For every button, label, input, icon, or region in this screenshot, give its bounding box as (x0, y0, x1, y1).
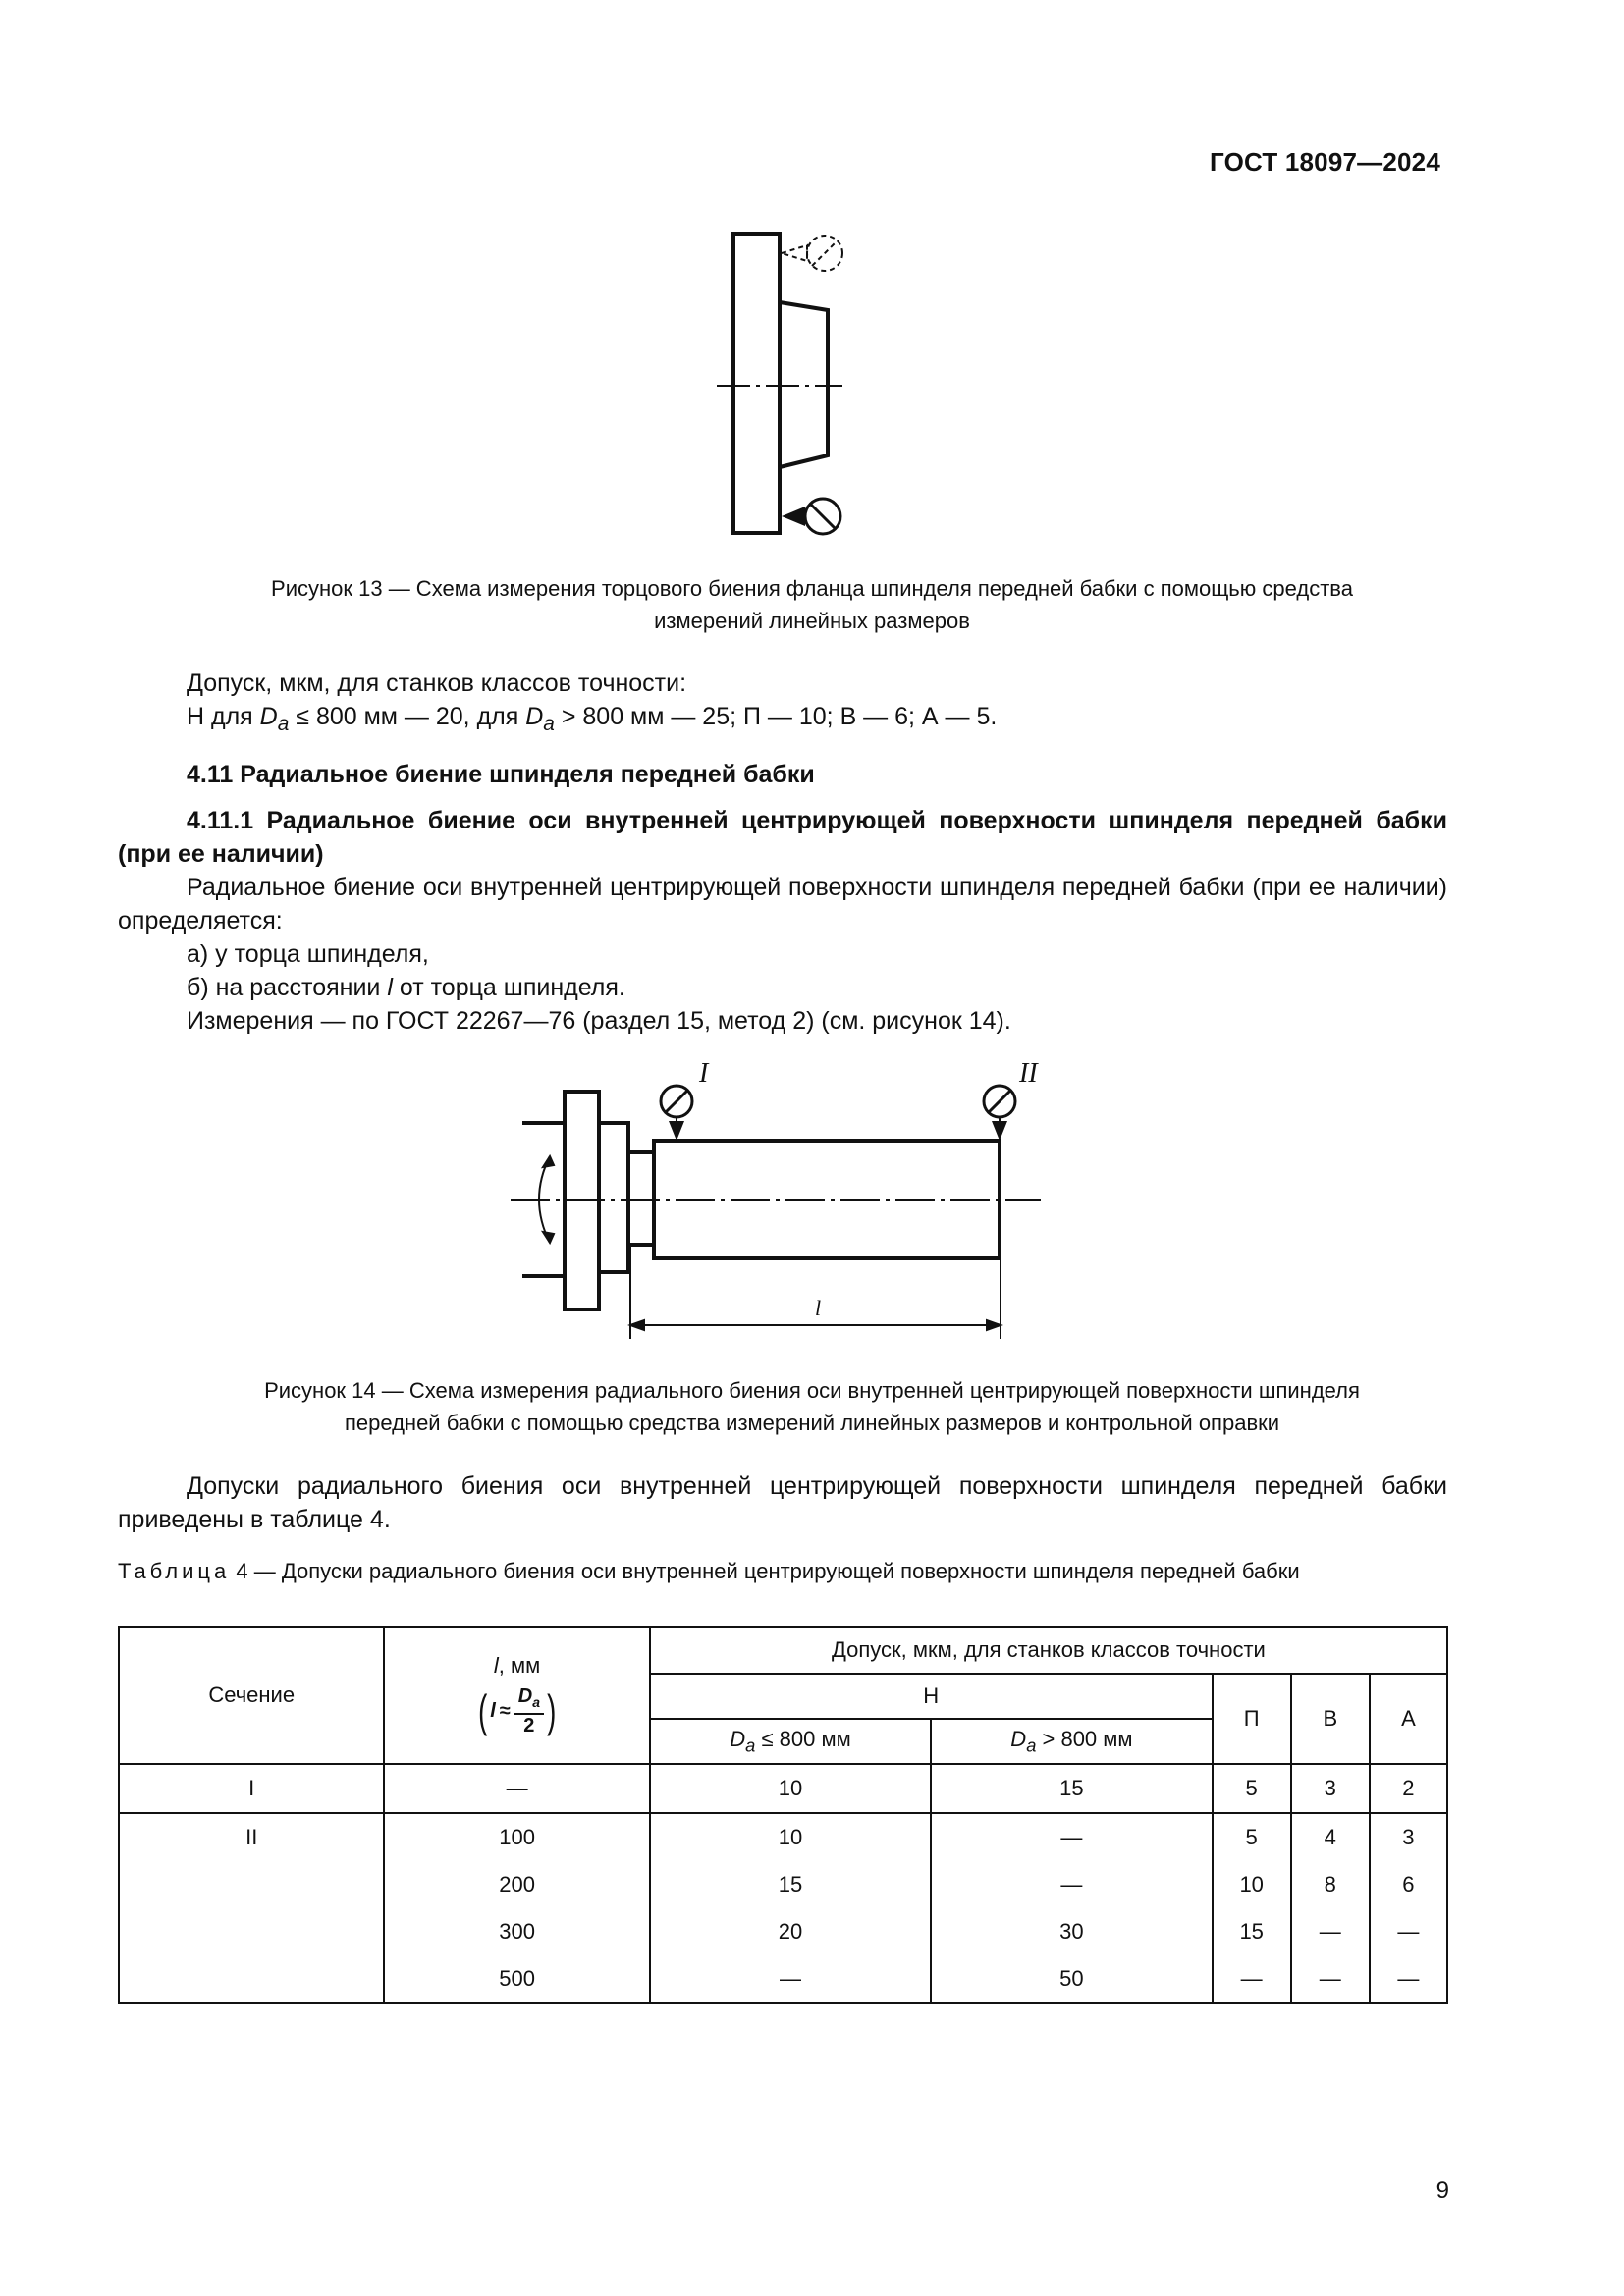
header-class-h: Н (650, 1674, 1213, 1719)
gauge-i-label: I (699, 1058, 709, 1089)
figure-14-caption-line-1: Рисунок 14 — Схема измерения радиального биения оси внутренней центрирующей поверхности шпинделя (264, 1378, 1360, 1403)
gauge-bottom-icon (782, 499, 840, 534)
table-row: 200 15 — 10 8 6 (119, 1861, 1447, 1908)
table-row: II 100 10 — 5 4 3 (119, 1813, 1447, 1861)
gauge-i-icon (661, 1086, 692, 1141)
tolerance-line-2: Н для $D_a \le 800$ мм — 20, для $D_a > 800$ мм — 25; П — 10; В — 6; А — 5. (187, 703, 998, 735)
table-row: 500 — 50 — — — (119, 1955, 1447, 2003)
header-class-p: П (1213, 1674, 1291, 1764)
page-number: 9 (1435, 2177, 1449, 2204)
header-class-v: В (1291, 1674, 1370, 1764)
section-4-11-1-title: 4.11.1 Радиальное биение оси внутренней центрирующей поверхности шпинделя передней бабки (при ее наличии) (118, 807, 1447, 868)
figure-14-diagram (511, 1054, 1060, 1339)
header-class-a: А (1370, 1674, 1447, 1764)
spindle-body (599, 1123, 628, 1272)
gauge-ii-icon (984, 1086, 1015, 1141)
header-da-le-800: $D_a \le 800$ мм (650, 1719, 931, 1764)
table-intro-paragraph: Допуски радиального биения оси внутренней центрирующей поверхности шпинделя передней бабки приведены в таблице 4. (118, 1472, 1447, 1533)
table-4-caption: Таблица 4 — Допуски радиального биения оси внутренней центрирующей поверхности шпинделя передней бабки (118, 1559, 1300, 1583)
section-4-11-1-paragraph: Радиальное биение оси внутренней центрирующей поверхности шпинделя передней бабки (при ее наличии) определяется: (118, 874, 1447, 934)
figure-13-caption-line-2: измерений линейных размеров (654, 609, 970, 633)
header-section: Сечение (119, 1627, 384, 1764)
dimension-l (630, 1247, 1001, 1339)
header-l: l, мм ( l ≈ $\frac{D_a}{2}$ ) (384, 1627, 649, 1764)
header-da-gt-800: $D_a > 800$ мм (931, 1719, 1212, 1764)
figure-13-diagram (687, 224, 864, 548)
measurement-reference: Измерения — по ГОСТ 22267—76 (раздел 15, метод 2) (см. рисунок 14). (187, 1007, 1011, 1035)
tolerance-line-1: Допуск, мкм, для станков классов точности: (187, 669, 687, 697)
table-row: 300 20 30 15 — — (119, 1908, 1447, 1955)
tolerance-table (118, 1626, 1448, 2004)
standard-number: ГОСТ 18097—2024 (1210, 147, 1440, 177)
header-tolerance: Допуск, мкм, для станков классов точности (650, 1627, 1447, 1674)
list-item-a: а) у торца шпинделя, (187, 940, 429, 968)
gauge-ii-label: II (1019, 1058, 1038, 1089)
gauge-top-icon (782, 236, 842, 271)
dimension-l-label: l (815, 1296, 822, 1320)
spindle-flange (733, 234, 780, 533)
list-item-b: б) на расстоянии l от торца шпинделя. (187, 974, 625, 1001)
section-4-11-title: 4.11 Радиальное биение шпинделя передней бабки (187, 761, 815, 788)
table-row: I — 10 15 5 3 2 (119, 1764, 1447, 1813)
figure-14-caption-line-2: передней бабки с помощью средства измерений линейных размеров и контрольной оправки (344, 1411, 1280, 1435)
figure-13-caption-line-1: Рисунок 13 — Схема измерения торцового биения фланца шпинделя передней бабки с помощью средства (271, 576, 1353, 601)
